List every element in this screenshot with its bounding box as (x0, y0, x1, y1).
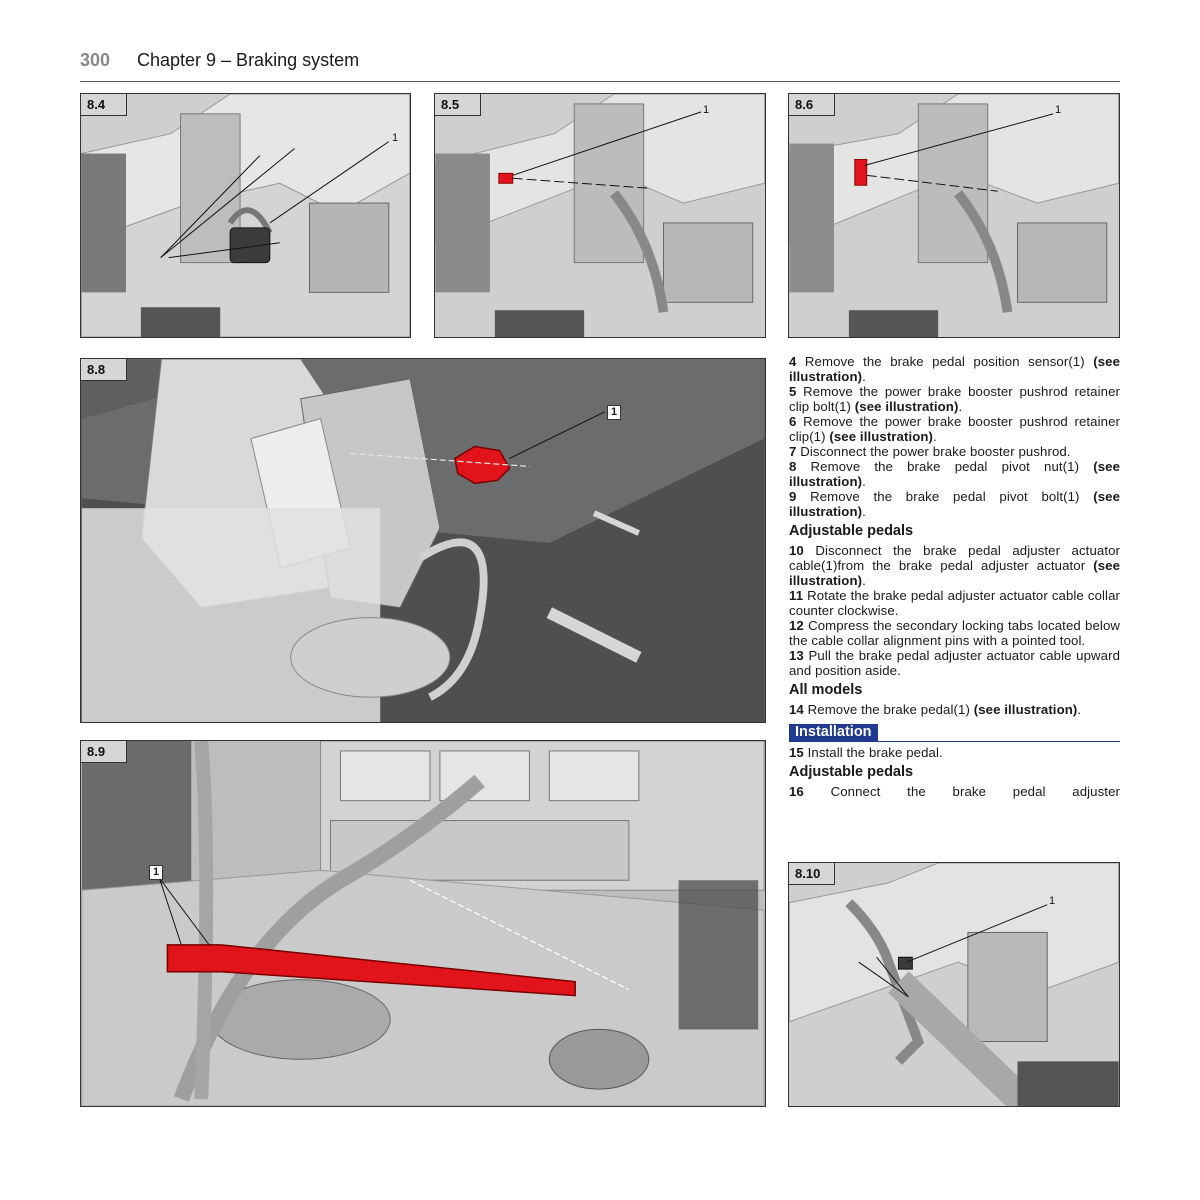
callout-number: 1 (1049, 895, 1056, 907)
figure-8-4-illustration (81, 94, 410, 337)
figure-8-10 (788, 862, 1120, 1107)
step-15: 15 Install the brake pedal. (789, 745, 943, 760)
step-6: 6 Remove the power brake booster pushrod retainer clip(1) (see illustration). (789, 414, 1120, 444)
figure-label: 8.9 (81, 741, 127, 763)
callout-number: 1 (392, 132, 399, 144)
figure-8-6-illustration (789, 94, 1119, 337)
figure-8-6 (788, 93, 1120, 338)
step-4: 4 Remove the brake pedal position sensor(1) (see illustration). (789, 354, 1121, 384)
step-16: 16 Connect the brake pedal adjuster (789, 784, 1121, 799)
step-9: 9 Remove the brake pedal pivot bolt(1) (see illustration). (789, 489, 1121, 519)
step-11: 11 Rotate the brake pedal adjuster actuator cable collar counter clockwise. (789, 588, 1120, 618)
callout-number: 1 (703, 104, 710, 116)
figure-8-4 (80, 93, 411, 338)
figure-label: 8.10 (789, 863, 835, 885)
figure-8-5 (434, 93, 766, 338)
step-5: 5 Remove the power brake booster pushrod retainer clip bolt(1) (see illustration). (789, 384, 1120, 414)
figure-label: 8.5 (435, 94, 481, 116)
callout-number: 1 (1055, 104, 1062, 116)
figure-label: 8.6 (789, 94, 835, 116)
figure-8-5-illustration (435, 94, 765, 337)
section-installation (789, 724, 1120, 742)
step-8: 8 Remove the brake pedal pivot nut(1) (see illustration). (789, 459, 1120, 489)
instructions-column (789, 354, 1120, 799)
step-13: 13 Pull the brake pedal adjuster actuator cable upward and position aside. (789, 648, 1121, 678)
heading-all-models: All models (789, 682, 863, 698)
figure-8-8-illustration (81, 359, 765, 722)
heading-adjustable-pedals: Adjustable pedals (789, 523, 914, 539)
figure-8-9 (80, 740, 766, 1107)
section-installation-label: Installation (789, 724, 878, 741)
figure-label: 8.4 (81, 94, 127, 116)
step-7: 7 Disconnect the power brake booster pushrod. (789, 444, 1071, 459)
step-14: 14 Remove the brake pedal(1) (see illustration). (789, 702, 1082, 717)
callout-number: 1 (607, 405, 621, 420)
page-header (80, 48, 1120, 82)
figure-8-10-illustration (789, 863, 1119, 1106)
figure-8-8 (80, 358, 766, 723)
chapter-title: Chapter 9 – Braking system (137, 50, 360, 70)
callout-number: 1 (149, 865, 163, 880)
figure-label: 8.8 (81, 359, 127, 381)
step-12: 12 Compress the secondary locking tabs located below the cable collar alignment pins with a pointed tool. (789, 618, 1121, 648)
heading-adjustable-pedals-2: Adjustable pedals (789, 764, 914, 780)
step-10: 10 Disconnect the brake pedal adjuster actuator cable(1)from the brake pedal adjuster actuator (see illustration). (789, 543, 1121, 588)
page-number: 300 (80, 50, 111, 70)
figure-8-9-illustration (81, 741, 765, 1106)
